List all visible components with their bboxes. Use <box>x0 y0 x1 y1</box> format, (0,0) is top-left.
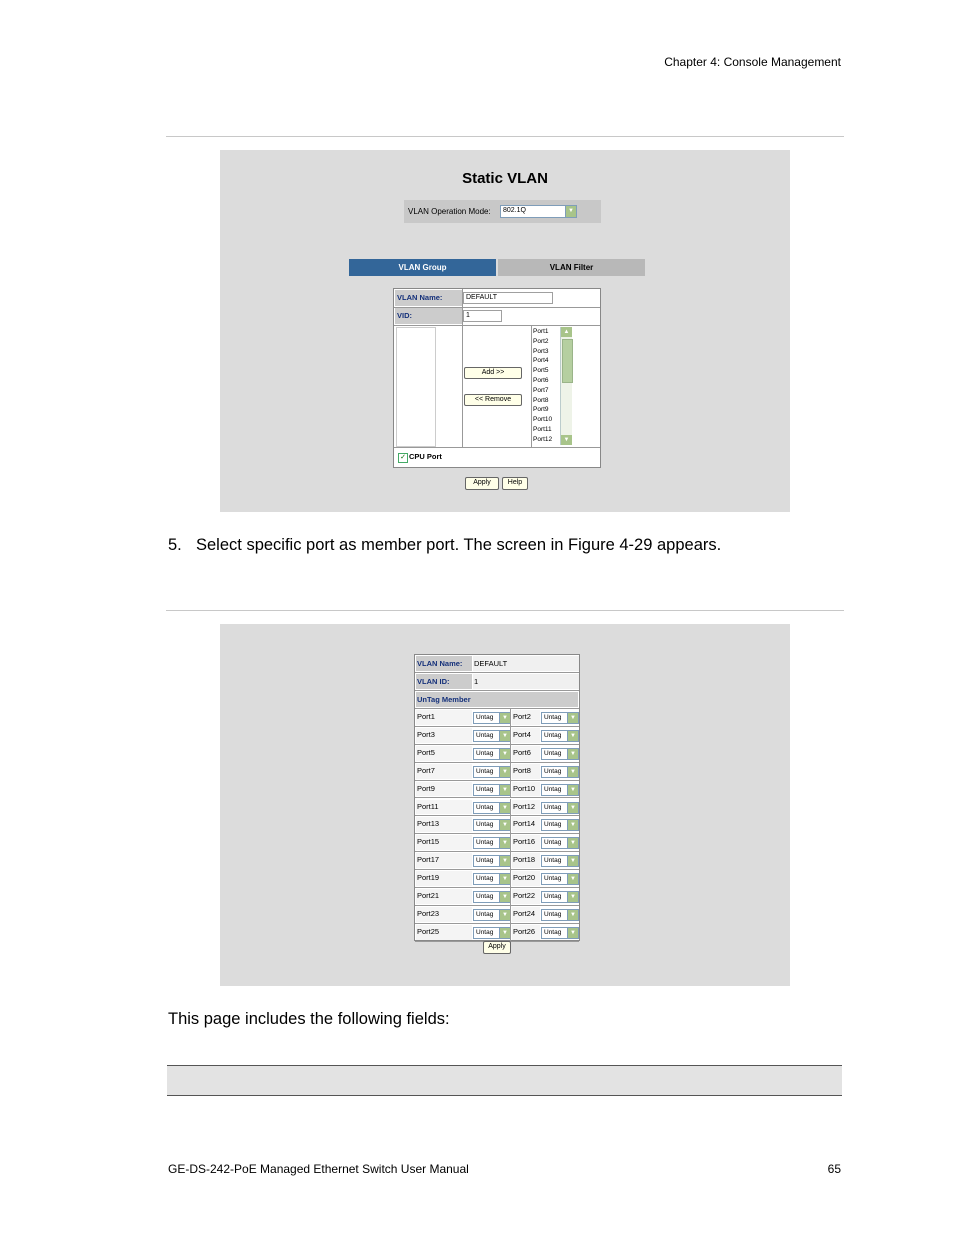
port-option[interactable]: Port12 <box>533 435 553 443</box>
apply-button[interactable]: Apply <box>465 477 499 490</box>
column-divider <box>510 834 511 851</box>
chevron-down-icon: ▼ <box>567 820 578 830</box>
untag-value: Untag <box>544 749 562 757</box>
table-row <box>415 906 579 924</box>
tab-vlan-group[interactable]: VLAN Group <box>349 259 496 276</box>
untag-select[interactable] <box>541 891 579 903</box>
chevron-down-icon: ▼ <box>567 731 578 741</box>
untag-value: Untag <box>544 839 562 847</box>
figure-top-rule <box>166 136 844 137</box>
port-name: Port10 <box>512 782 540 797</box>
port-name: Port16 <box>512 835 540 850</box>
tab-vlan-filter[interactable]: VLAN Filter <box>498 259 645 276</box>
port-name: Port4 <box>512 728 540 743</box>
untag-select[interactable] <box>541 802 579 814</box>
chevron-down-icon: ▼ <box>499 856 510 866</box>
vlan-member-figure <box>220 624 790 986</box>
vlan-operation-mode-row <box>404 200 601 223</box>
table-row <box>415 834 579 852</box>
port-name: Port17 <box>416 853 472 868</box>
vlan-id-row <box>415 673 579 691</box>
port-name: Port22 <box>512 889 540 904</box>
row-divider <box>394 307 600 308</box>
untag-select[interactable] <box>473 766 511 778</box>
column-divider <box>510 816 511 833</box>
member-port-list[interactable] <box>396 327 436 447</box>
untag-value: Untag <box>544 910 562 918</box>
port-name: Port1 <box>416 710 472 725</box>
untag-select[interactable] <box>473 891 511 903</box>
vlan-name-label: VLAN Name: <box>395 290 463 306</box>
chevron-down-icon: ▼ <box>567 713 578 723</box>
column-divider <box>510 781 511 798</box>
untag-select[interactable] <box>473 837 511 849</box>
untag-select[interactable] <box>541 766 579 778</box>
port-name: Port8 <box>512 764 540 779</box>
vlan-operation-mode-select[interactable] <box>500 205 577 218</box>
page-header: Chapter 4: Console Management <box>664 55 841 69</box>
chevron-down-icon: ▼ <box>499 713 510 723</box>
port-option[interactable]: Port3 <box>533 347 549 355</box>
step-5 <box>168 536 721 555</box>
table-row <box>415 781 579 799</box>
port-option[interactable]: Port5 <box>533 367 549 375</box>
vlan-name-label: VLAN Name: <box>416 656 472 671</box>
untag-select[interactable] <box>541 819 579 831</box>
chevron-down-icon: ▼ <box>567 892 578 902</box>
untag-select[interactable] <box>473 819 511 831</box>
port-name: Port20 <box>512 871 540 886</box>
chevron-down-icon: ▼ <box>567 928 578 938</box>
chevron-down-icon: ▼ <box>499 749 510 759</box>
column-divider <box>510 799 511 816</box>
untag-select[interactable] <box>541 712 579 724</box>
port-name: Port18 <box>512 853 540 868</box>
column-divider <box>510 709 511 726</box>
chevron-down-icon: ▼ <box>567 856 578 866</box>
port-option[interactable]: Port6 <box>533 376 549 384</box>
port-name: Port25 <box>416 925 472 940</box>
scroll-down-icon[interactable]: ▼ <box>561 435 572 445</box>
vid-input[interactable]: 1 <box>463 310 502 322</box>
chevron-down-icon: ▼ <box>499 803 510 813</box>
untag-value: Untag <box>476 803 494 811</box>
untag-value: Untag <box>476 875 494 883</box>
untag-value: Untag <box>544 714 562 721</box>
table-row <box>415 924 579 942</box>
untag-select[interactable] <box>541 748 579 760</box>
port-name: Port5 <box>416 746 472 761</box>
port-option[interactable]: Port8 <box>533 396 549 404</box>
scroll-up-icon[interactable]: ▲ <box>561 327 572 337</box>
untag-select[interactable] <box>473 855 511 867</box>
add-button[interactable]: Add >> <box>464 367 522 379</box>
column-divider <box>462 289 463 447</box>
untag-value: Untag <box>544 785 562 793</box>
apply-button[interactable]: Apply <box>483 941 511 954</box>
port-name: Port6 <box>512 746 540 761</box>
chevron-down-icon: ▼ <box>499 785 510 795</box>
chevron-down-icon: ▼ <box>567 910 578 920</box>
vlan-name-row <box>415 655 579 673</box>
port-option[interactable]: Port4 <box>533 357 549 365</box>
table-row <box>415 745 579 763</box>
vlan-id-label: VLAN ID: <box>416 674 472 689</box>
port-option[interactable]: Port10 <box>533 416 553 424</box>
untag-select[interactable] <box>541 927 579 939</box>
port-name: Port14 <box>512 817 540 832</box>
untag-value: Untag <box>544 821 562 829</box>
untag-select[interactable] <box>541 855 579 867</box>
untag-value: Untag <box>544 857 562 865</box>
port-option[interactable]: Port11 <box>533 425 552 433</box>
chevron-down-icon: ▼ <box>567 874 578 884</box>
untag-member-table <box>414 654 580 941</box>
untag-value: Untag <box>544 803 562 811</box>
untag-select[interactable] <box>473 748 511 760</box>
chevron-down-icon: ▼ <box>499 838 510 848</box>
vlan-name-input[interactable]: DEFAULT <box>463 292 553 304</box>
chevron-down-icon: ▼ <box>565 206 576 217</box>
table-row <box>415 888 579 906</box>
vlan-name-value: DEFAULT <box>473 656 579 671</box>
port-option[interactable]: Port7 <box>533 386 549 394</box>
untag-value: Untag <box>476 749 494 757</box>
chevron-down-icon: ▼ <box>567 767 578 777</box>
untag-select[interactable] <box>541 909 579 921</box>
untag-value: Untag <box>476 928 494 936</box>
untag-value: Untag <box>476 731 494 739</box>
column-divider <box>510 852 511 869</box>
footer-manual-title: GE-DS-242-PoE Managed Ethernet Switch User Manual <box>168 1162 469 1176</box>
untag-value: Untag <box>476 893 494 900</box>
table-row <box>415 709 579 727</box>
column-divider <box>510 924 511 941</box>
static-vlan-title: Static VLAN <box>462 170 548 187</box>
table-row <box>415 852 579 870</box>
untag-select[interactable] <box>541 784 579 796</box>
vlan-id-value: 1 <box>473 674 579 689</box>
chevron-down-icon: ▼ <box>499 928 510 938</box>
untag-select[interactable] <box>541 730 579 742</box>
port-name: Port13 <box>416 817 472 832</box>
untag-value: Untag <box>544 731 562 739</box>
untag-value: Untag <box>544 875 562 883</box>
untag-value: Untag <box>544 893 562 900</box>
port-name: Port3 <box>416 728 472 743</box>
fields-intro: This page includes the following fields: <box>168 1010 450 1028</box>
port-name: Port7 <box>416 764 472 779</box>
untag-select[interactable] <box>541 837 579 849</box>
figure-top-rule <box>166 610 844 611</box>
untag-select[interactable] <box>473 784 511 796</box>
static-vlan-figure <box>220 150 790 512</box>
scroll-thumb[interactable] <box>562 339 573 383</box>
port-option[interactable]: Port9 <box>533 406 549 414</box>
untag-value: Untag <box>476 910 494 918</box>
port-option[interactable]: Port1 <box>533 328 549 335</box>
untag-value: Untag <box>476 821 494 829</box>
chevron-down-icon: ▼ <box>567 838 578 848</box>
untag-header-row <box>415 691 579 709</box>
vid-label: VID: <box>395 308 463 324</box>
column-divider <box>510 906 511 923</box>
chevron-down-icon: ▼ <box>499 910 510 920</box>
table-row <box>415 870 579 888</box>
chevron-down-icon: ▼ <box>499 731 510 741</box>
untag-select[interactable] <box>473 730 511 742</box>
untag-value: Untag <box>476 767 494 775</box>
untag-value: Untag <box>476 839 494 847</box>
chevron-down-icon: ▼ <box>499 820 510 830</box>
port-name: Port9 <box>416 782 472 797</box>
table-row <box>415 763 579 781</box>
column-divider <box>510 727 511 744</box>
chevron-down-icon: ▼ <box>567 749 578 759</box>
cpu-port-label: CPU Port <box>409 452 442 461</box>
port-name: Port2 <box>512 710 540 725</box>
column-divider <box>510 763 511 780</box>
column-divider <box>510 888 511 905</box>
untag-value: Untag <box>544 767 562 775</box>
untag-value: Untag <box>476 785 494 793</box>
untag-select[interactable] <box>473 712 511 724</box>
untag-value: Untag <box>476 857 494 865</box>
row-divider <box>394 447 600 448</box>
untag-select[interactable] <box>541 873 579 885</box>
remove-button[interactable]: << Remove <box>464 394 522 406</box>
help-button[interactable]: Help <box>502 477 528 490</box>
table-row <box>415 816 579 834</box>
row-divider <box>394 325 600 326</box>
port-name: Port11 <box>416 800 472 815</box>
untag-select[interactable] <box>473 802 511 814</box>
chevron-down-icon: ▼ <box>499 874 510 884</box>
step-number: 5. <box>168 536 182 554</box>
port-name: Port21 <box>416 889 472 904</box>
port-name: Port26 <box>512 925 540 940</box>
vlan-operation-mode-value: 802.1Q <box>503 207 526 214</box>
chevron-down-icon: ▼ <box>567 785 578 795</box>
untag-value: Untag <box>476 714 494 721</box>
port-name: Port15 <box>416 835 472 850</box>
chevron-down-icon: ▼ <box>499 892 510 902</box>
chevron-down-icon: ▼ <box>499 767 510 777</box>
fields-table-header <box>167 1065 842 1096</box>
port-name: Port19 <box>416 871 472 886</box>
untag-member-header: UnTag Member <box>416 692 578 707</box>
column-divider <box>510 745 511 762</box>
column-divider <box>510 870 511 887</box>
untag-select[interactable] <box>473 909 511 921</box>
port-name: Port24 <box>512 907 540 922</box>
untag-select[interactable] <box>473 927 511 939</box>
port-name: Port23 <box>416 907 472 922</box>
chevron-down-icon: ▼ <box>567 803 578 813</box>
table-row <box>415 727 579 745</box>
vlan-operation-mode-label: VLAN Operation Mode: <box>408 207 491 216</box>
step-text: Select specific port as member port. The screen in Figure 4-29 appears. <box>196 536 722 554</box>
port-name: Port12 <box>512 800 540 815</box>
footer-page-number: 65 <box>827 1162 841 1176</box>
untag-select[interactable] <box>473 873 511 885</box>
cpu-port-checkbox[interactable]: ✓ <box>398 453 408 463</box>
column-divider <box>531 325 532 447</box>
port-option[interactable]: Port2 <box>533 337 549 345</box>
vlan-group-form <box>393 288 601 468</box>
port-list-scrollbar[interactable] <box>560 327 572 445</box>
untag-value: Untag <box>544 928 562 936</box>
table-row <box>415 799 579 817</box>
